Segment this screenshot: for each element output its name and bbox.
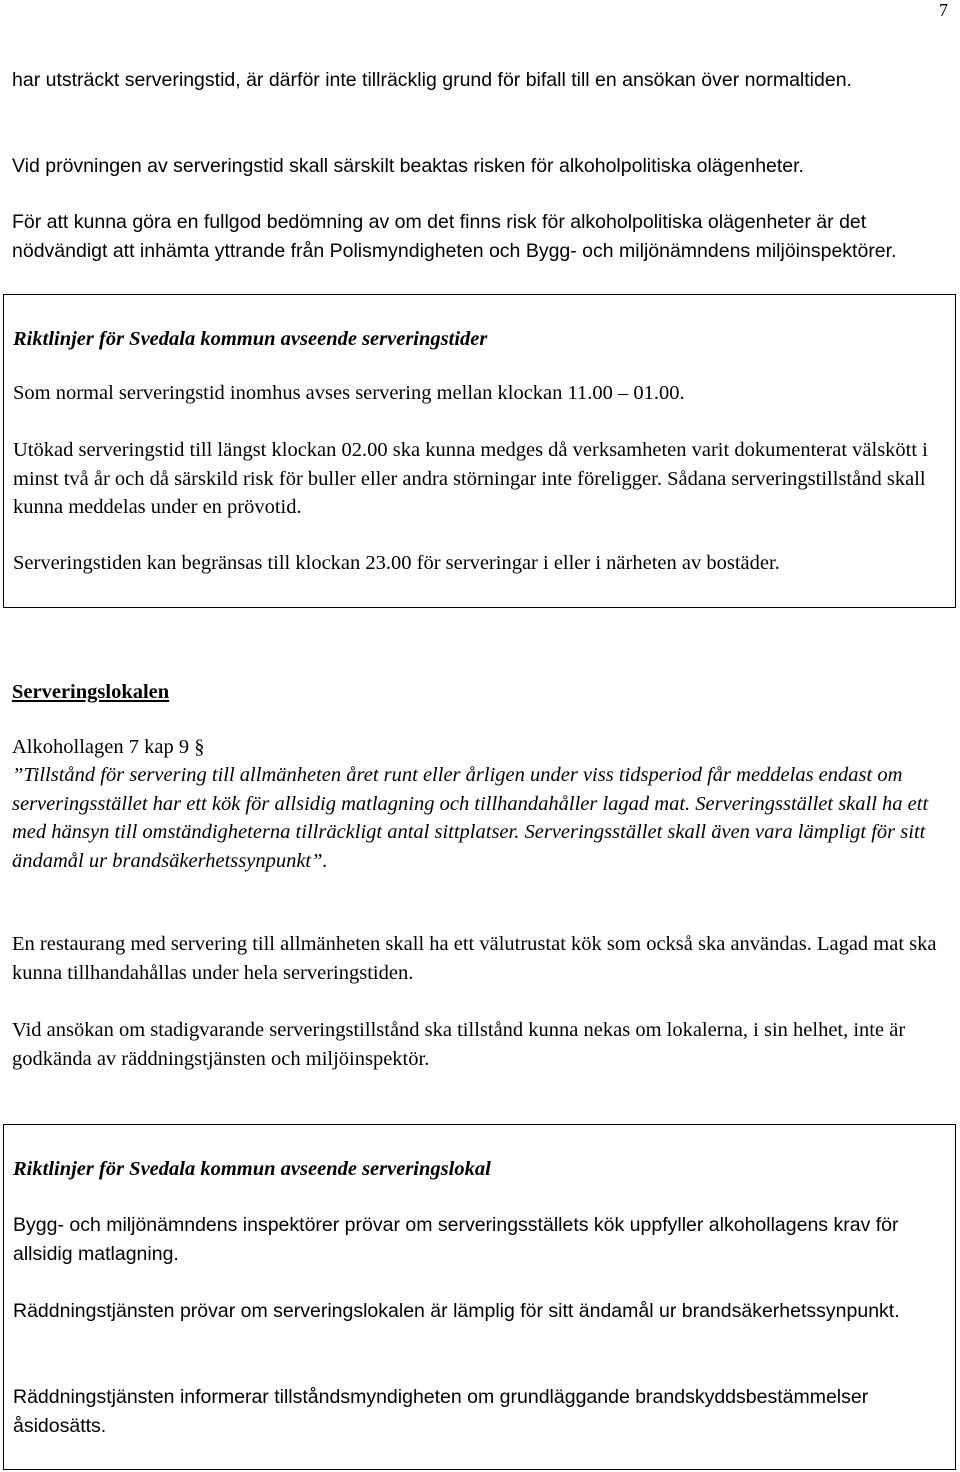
- restaurang-paragraph: En restaurang med servering till allmänheten skall ha ett välutrustat kök som också ska användas. Lagad mat ska kunna tillhandahållas under hela serveringstiden.: [12, 933, 937, 984]
- serveringstider-box-title: Riktlinjer för Svedala kommun avseende serveringstider: [13, 328, 488, 350]
- law-quote: ”Tillstånd för servering till allmänheten året runt eller årligen under viss tidsperiod får meddelas endast om serveringsstället har ett kök för allsidig matlagning och tillhandahåller lagad mat. Serveringsstället skall ha ett med hänsyn till omständigheterna tillräckligt antal sittplatser. Serveringsstället skall även vara lämpligt för sitt ändamål ur brandsäkerhetssynpunkt”.: [12, 764, 929, 872]
- intro-paragraph-3: För att kunna göra en fullgod bedömning av om det finns risk för alkoholpolitiska olägenheter är det nödvändigt att inhämta yttrande från Polismyndigheten och Bygg- och miljönämndens miljöinspektörer.: [12, 211, 897, 262]
- ansokan-paragraph: Vid ansökan om stadigvarande serveringstillstånd ska tillstånd kunna nekas om lokalerna, i sin helhet, inte är godkända av räddningstjänsten och miljöinspektör.: [12, 1019, 906, 1070]
- normal-serveringstid-paragraph: Som normal serveringstid inomhus avses servering mellan klockan 11.00 – 01.00.: [13, 382, 685, 404]
- intro-paragraph-1: har utsträckt serveringstid, är därför inte tillräcklig grund för bifall till en ansökan över normaltiden.: [12, 69, 852, 91]
- serveringslokal-guidelines-box: [3, 1124, 956, 1470]
- raddningstjansten-provar-paragraph: Räddningstjänsten prövar om serveringslokalen är lämplig för sitt ändamål ur brandsäkerhetssynpunkt.: [13, 1300, 900, 1322]
- inspektorer-paragraph: Bygg- och miljönämndens inspektörer prövar om serveringsställets kök uppfyller alkohollagens krav för allsidig matlagning.: [13, 1214, 899, 1265]
- serveringslokal-box-title: Riktlinjer för Svedala kommun avseende serveringslokal: [13, 1158, 491, 1180]
- serveringslokalen-heading: Serveringslokalen: [12, 681, 170, 703]
- law-reference: Alkohollagen 7 kap 9 §: [12, 736, 205, 758]
- intro-paragraph-2: Vid prövningen av serveringstid skall särskilt beaktas risken för alkoholpolitiska olägenheter.: [12, 155, 804, 177]
- page-number: 7: [939, 0, 948, 20]
- utokad-serveringstid-paragraph: Utökad serveringstid till längst klockan 02.00 ska kunna medges då verksamheten varit dokumenterat välskött i minst två år och då särskild risk för buller eller andra störningar inte föreligger. Sådana serveringstillstånd skall kunna meddelas under en prövotid.: [13, 439, 928, 518]
- begransad-serveringstid-paragraph: Serveringstiden kan begränsas till klockan 23.00 för serveringar i eller i närheten av bostäder.: [13, 552, 780, 574]
- serveringstider-guidelines-box: [3, 294, 956, 608]
- raddningstjansten-informerar-paragraph: Räddningstjänsten informerar tillståndsmyndigheten om grundläggande brandskyddsbestämmelser åsidosätts.: [13, 1386, 869, 1437]
